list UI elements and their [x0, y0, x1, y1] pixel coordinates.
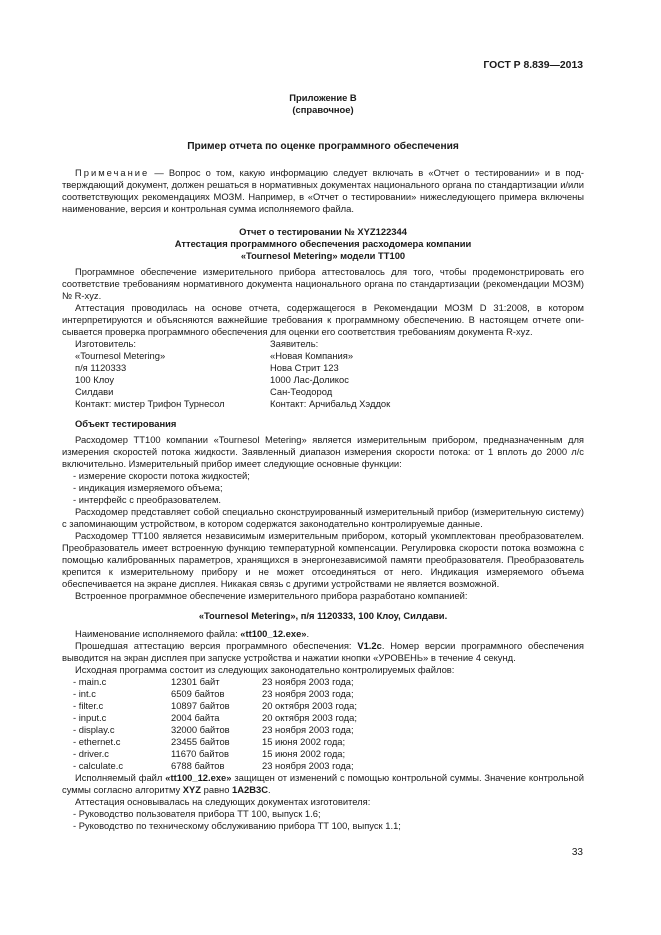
test-object-section — [62, 418, 584, 832]
page-number: 33 — [571, 847, 583, 858]
object-paragraph-4: Встроенное программное обеспечение измерительного прибора разработано компанией: — [75, 590, 468, 601]
note-label: Примечание — [75, 167, 150, 178]
file-row: - display.c 32000 байтов 23 ноября 2003 года; — [73, 724, 354, 735]
checksum-paragraph: Исполняемый файл «tt100_12.exe» защищен от изменений с помощью контрольной суммы. Значение контрольной суммы согласно алгоритму XYZ равно 1A2B3C. — [62, 772, 584, 795]
parties-row: «Tournesol Metering» «Новая Компания» — [75, 350, 354, 361]
version-value: V1.2c — [357, 640, 382, 651]
file-row: - ethernet.c 23455 байтов 15 июня 2002 года; — [73, 736, 346, 747]
doc-item: - Руководство по техническому обслуживанию прибора ТТ 100, выпуск 1.1; — [73, 820, 401, 831]
parties-row: Изготовитель: Заявитель: — [75, 338, 319, 349]
files-intro: Исходная программа состоит из следующих законодательно контролируемых файлов: — [75, 664, 455, 675]
checksum-value: 1A2B3C — [232, 784, 268, 795]
file-row: - int.c 6509 байтов 23 ноября 2003 года; — [73, 688, 354, 699]
file-row: - driver.c 11670 байтов 15 июня 2002 года; — [73, 748, 346, 759]
report-paragraph-1: Программное обеспечение измерительного прибора аттестовалось для того, чтобы продемонстрировать его соответствие требованиям нормативного документа национального органа по стандартизации (рекомендации МОЗМ) № R-xyz. — [62, 266, 584, 301]
appendix-title: Приложение В — [289, 92, 357, 103]
parties-row: Силдави Сан-Теодород — [75, 386, 333, 397]
function-item: - измерение скорости потока жидкостей; — [73, 470, 250, 481]
files-table — [62, 676, 584, 772]
test-object-heading: Объект тестирования — [75, 418, 177, 429]
appendix-subtitle: (справочное) — [292, 104, 354, 115]
parties-row: п/я 1120333 Нова Стрит 123 — [75, 362, 339, 373]
report-paragraph-2: Аттестация проводилась на основе отчета, содержащегося в Рекомендации МОЗМ D 31:2008, в котором интерпретируются и объясняются важнейшие требования к программному обеспечению. В настоящем отчете описывается проверка программного обеспечения для оценки его соответствия требованиям документа R-xyz. — [62, 302, 584, 337]
file-row: - main.c 12301 байт 23 ноября 2003 года; — [73, 676, 354, 687]
report-title-1: Отчет о тестировании № XYZ122344 — [239, 226, 407, 237]
note — [62, 167, 584, 215]
developer-address: «Tournesol Metering», п/я 1120333, 100 Клоу, Силдави. — [198, 610, 448, 621]
report-heading — [62, 226, 584, 262]
file-row: - calculate.c 6788 байтов 23 ноября 2003 года; — [73, 760, 354, 771]
file-row: - filter.c 10897 байтов 20 октября 2003 года; — [73, 700, 357, 711]
exe-name: «tt100_12.exe» — [240, 628, 307, 639]
appendix-heading — [62, 92, 584, 116]
report-title-3: «Tournesol Metering» модели ТТ100 — [240, 250, 406, 261]
parties-row: Контакт: мистер Трифон Турнесол Контакт: Арчибальд Хэддок — [75, 398, 391, 409]
parties-row: 100 Клоу 1000 Лас-Доликос — [75, 374, 349, 385]
parties-table — [62, 338, 584, 410]
object-paragraph-1: Расходомер ТТ100 компании «Tournesol Metering» является измерительным прибором, предназначенным для измерения скоростей потока жидкости. Заявленный диапазон измерения скорости потока: от 1 вплоть до 2000 л/с включительно. Измерительный прибор имеет следующие основные функции: — [62, 434, 584, 469]
note-text: — Вопрос о том, какую информацию следует включать в «Отчет о тестировании» и в подтверждающий документ, должен решаться в нормативных документах национального органа по стандартизации и/или соответствующих рекомендациях МОЗМ. Например, в «Отчет о тестировании» нижеследующего примера включены наименование, версия и контрольная сумма исполняемого файла. — [62, 167, 584, 214]
version-line: Прошедшая аттестацию версия программного обеспечения: V1.2c. Номер версии программного обеспечения выводится на экран дисплея при запуске устройства и нажатии кнопки «УРОВЕНЬ» в течение 4 секунд. — [62, 640, 584, 663]
report-title-2: Аттестация программного обеспечения расходомера компании — [174, 238, 472, 249]
function-item: - индикация измеряемого объема; — [73, 482, 223, 493]
file-row: - input.c 2004 байта 20 октября 2003 года; — [73, 712, 357, 723]
function-item: - интерфейс с преобразователем. — [73, 494, 222, 505]
docs-intro: Аттестация основывалась на следующих документах изготовителя: — [75, 796, 371, 807]
main-title: Пример отчета по оценке программного обеспечения — [187, 141, 459, 152]
doc-item: - Руководство пользователя прибора ТТ 100, выпуск 1.6; — [73, 808, 321, 819]
report-body — [62, 266, 584, 410]
standard-number: ГОСТ Р 8.839—2013 — [483, 60, 583, 71]
object-paragraph-2: Расходомер представляет собой специально сконструированный измерительный прибор (измерительную систему) с запоминающим устройством, в котором содержатся законодательно контролируемые данные. — [62, 506, 584, 529]
exe-name-line: Наименование исполняемого файла: «tt100_12.exe». — [75, 628, 310, 639]
object-paragraph-3: Расходомер ТТ100 является независимым измерительным прибором, который укомплектован преобразователем. Преобразователь имеет встроенную функцию температурной компенсации. Регулировка скорости потока возможна с помощью калиброванных параметров, хранящихся в энергонезависимой памяти преобразователя. Преобразователь крепится к измерительному прибору и не может отсоединяться от него. Индикация измеряемого объема обеспечивается на экране дисплея. Никакая связь с другими устройствами не является возможной. — [62, 530, 584, 589]
